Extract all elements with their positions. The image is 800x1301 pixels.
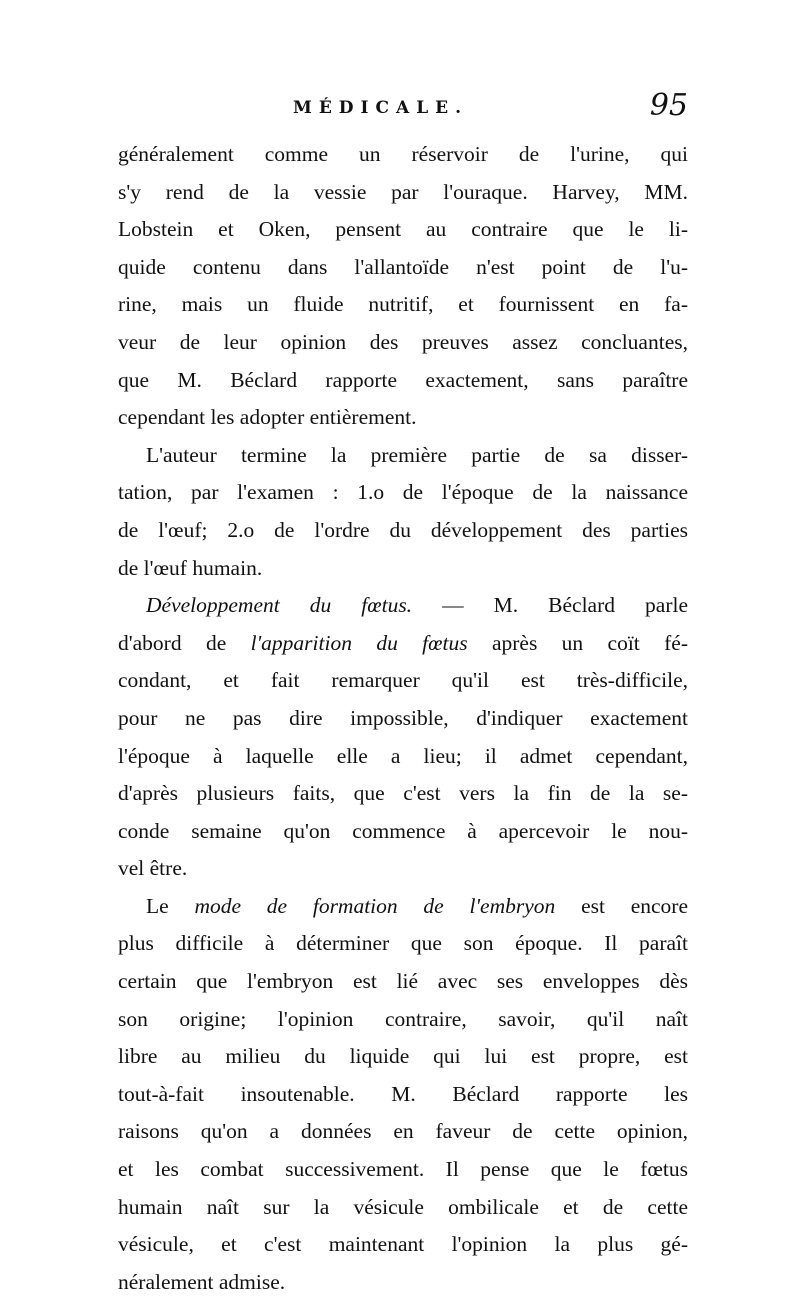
text-line: [118, 587, 688, 625]
line-text: — M. Béclard parle: [412, 593, 688, 618]
line-text: tout-à-fait insoutenable. M. Béclard rapporte les: [118, 1081, 688, 1106]
line-prefix: d'abord de: [118, 630, 251, 655]
text-line: [118, 512, 688, 550]
line-text: l'époque à laquelle elle a lieu; il admet cependant,: [118, 743, 688, 768]
text-line: [118, 888, 688, 926]
text-line: [118, 662, 688, 700]
line-text: plus difficile à déterminer que son époque. Il paraît: [118, 931, 688, 956]
text-line: [118, 1001, 688, 1039]
text-line: [118, 925, 688, 963]
line-text: et les combat successivement. Il pense que le fœtus: [118, 1157, 688, 1182]
text-line: [118, 775, 688, 813]
italic-phrase: Développement du fœtus.: [146, 593, 413, 618]
text-line: [118, 324, 688, 362]
line-text: d'après plusieurs faits, que c'est vers la fin de la se-: [118, 781, 688, 806]
line-text: conde semaine qu'on commence à apercevoir le nou-: [118, 818, 688, 843]
line-text: est encore: [555, 893, 688, 918]
text-line: [118, 1189, 688, 1227]
page-header: [118, 88, 688, 134]
body-text: [118, 136, 688, 1301]
text-line: [118, 700, 688, 738]
italic-phrase: mode de formation de l'embryon: [194, 893, 556, 918]
line-text: quide contenu dans l'allantoïde n'est point de l'u-: [118, 254, 688, 279]
text-line: [118, 136, 688, 174]
text-line: [118, 625, 688, 663]
text-line: [118, 738, 688, 776]
text-line: [118, 1076, 688, 1114]
line-text: tation, par l'examen : 1.o de l'époque de la naissance: [118, 480, 688, 505]
text-line: [118, 550, 688, 588]
text-line: [118, 1038, 688, 1076]
line-text: libre au milieu du liquide qui lui est propre, est: [118, 1044, 688, 1069]
text-line: [118, 850, 688, 888]
line-text: vésicule, et c'est maintenant l'opinion la plus gé-: [118, 1232, 688, 1257]
text-line: [118, 211, 688, 249]
line-text: humain naît sur la vésicule ombilicale et de cette: [118, 1194, 688, 1219]
line-text: après un coït fé-: [467, 630, 689, 655]
line-text: cependant les adopter entièrement.: [118, 405, 417, 430]
line-text: veur de leur opinion des preuves assez concluantes,: [118, 329, 688, 354]
line-text: vel être.: [118, 856, 188, 881]
line-text: néralement admise.: [118, 1269, 286, 1294]
line-prefix: Le: [146, 893, 195, 918]
text-line: [118, 1151, 688, 1189]
text-line: [118, 437, 688, 475]
text-line: [118, 1226, 688, 1264]
line-text: L'auteur termine la première partie de sa disser-: [146, 442, 688, 467]
line-text: s'y rend de la vessie par l'ouraque. Harvey, MM.: [118, 179, 688, 204]
italic-phrase: l'apparition du fœtus: [250, 630, 468, 655]
text-line: [118, 1264, 688, 1301]
text-line: [118, 474, 688, 512]
text-line: [118, 813, 688, 851]
page-number: 95: [649, 88, 688, 123]
line-text: généralement comme un réservoir de l'urine, qui: [118, 142, 688, 166]
line-text: de l'œuf humain.: [118, 555, 263, 580]
running-head: MÉDICALE.: [293, 98, 469, 118]
line-text: Lobstein et Oken, pensent au contraire que le li-: [118, 217, 688, 242]
line-text: de l'œuf; 2.o de l'ordre du développement des parties: [118, 517, 688, 542]
line-text: raisons qu'on a données en faveur de cette opinion,: [118, 1119, 688, 1144]
line-text: condant, et fait remarquer qu'il est très-difficile,: [118, 668, 688, 693]
line-text: que M. Béclard rapporte exactement, sans paraître: [118, 367, 688, 392]
text-line: [118, 286, 688, 324]
line-text: certain que l'embryon est lié avec ses enveloppes dès: [118, 969, 688, 994]
text-line: [118, 174, 688, 212]
line-text: pour ne pas dire impossible, d'indiquer exactement: [118, 705, 688, 730]
text-line: [118, 963, 688, 1001]
text-line: [118, 1113, 688, 1151]
text-line: [118, 362, 688, 400]
text-line: [118, 399, 688, 437]
line-text: son origine; l'opinion contraire, savoir, qu'il naît: [118, 1006, 688, 1031]
text-line: [118, 249, 688, 287]
line-text: rine, mais un fluide nutritif, et fournissent en fa-: [118, 292, 688, 317]
